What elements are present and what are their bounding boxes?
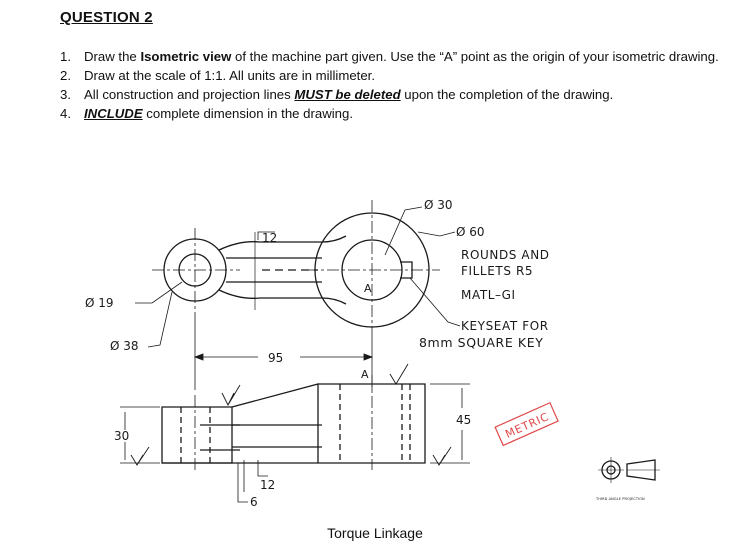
arm-top-edge — [232, 384, 318, 463]
dim-12-bottom: 12 — [260, 478, 276, 492]
dimension-6 — [238, 463, 248, 502]
note-key: 8mm SQUARE KEY — [419, 335, 544, 350]
lower-arm-edge — [219, 290, 346, 304]
dim-95: 95 — [268, 351, 284, 365]
item-number: 3. — [60, 87, 71, 102]
instruction-text: upon the completion of the drawing. — [400, 87, 614, 102]
front-view — [120, 364, 470, 502]
dim-d30: Ø 30 — [424, 198, 453, 212]
dim-45: 45 — [456, 413, 472, 427]
item-number: 2. — [60, 68, 71, 83]
leader-d38 — [148, 292, 172, 347]
instruction-text: All construction and projection lines — [84, 87, 295, 102]
instruction-text: complete dimension in the drawing. — [142, 106, 354, 121]
note-keyseat: KEYSEAT FOR — [461, 319, 549, 333]
drawing-caption — [0, 525, 750, 541]
question-title: QUESTION 2 — [60, 9, 153, 26]
dim-d19: Ø 19 — [85, 296, 114, 310]
instruction-emphasis: MUST be deleted — [294, 87, 401, 102]
dim-d38: Ø 38 — [110, 339, 139, 353]
point-a-top: A — [364, 282, 372, 295]
instruction-text: of the machine part given. Use the “A” point as the origin of your isometric drawing. — [231, 49, 719, 64]
instruction-text: Draw at the scale of 1:1. All units are in millimeter. — [84, 68, 375, 83]
note-material: MATL–GI — [461, 288, 516, 302]
leader-d30 — [385, 207, 422, 255]
item-number: 4. — [60, 106, 71, 121]
finish-mark — [222, 385, 240, 405]
projection-symbol — [598, 457, 660, 483]
projection-label: THIRD ANGLE PROJECTION — [596, 497, 645, 501]
point-a-front: A — [361, 368, 369, 381]
finish-mark — [390, 364, 408, 384]
upper-arm-edge — [219, 236, 346, 250]
note-fillets: FILLETS R5 — [461, 264, 534, 278]
finish-mark — [131, 447, 149, 465]
dim-d60: Ø 60 — [456, 225, 485, 239]
small-boss-block — [162, 407, 232, 463]
item-number: 1. — [60, 49, 71, 64]
dim-12-top: 12 — [262, 231, 278, 245]
hub-line — [200, 425, 240, 450]
leader-keyseat — [410, 278, 460, 326]
large-boss-block — [162, 384, 425, 463]
note-rounds: ROUNDS AND — [461, 248, 550, 262]
caption-text: Torque Linkage — [327, 525, 423, 541]
instruction-emphasis: Isometric view — [140, 49, 232, 64]
leader-d60 — [418, 232, 455, 236]
instruction-text: Draw the — [84, 49, 141, 64]
stamp-text: METRIC — [503, 410, 552, 441]
leader-d19 — [135, 282, 182, 303]
dim-30: 30 — [114, 429, 130, 443]
finish-mark — [433, 447, 451, 465]
instruction-emphasis: INCLUDE — [84, 106, 143, 121]
dim-6: 6 — [250, 495, 258, 509]
